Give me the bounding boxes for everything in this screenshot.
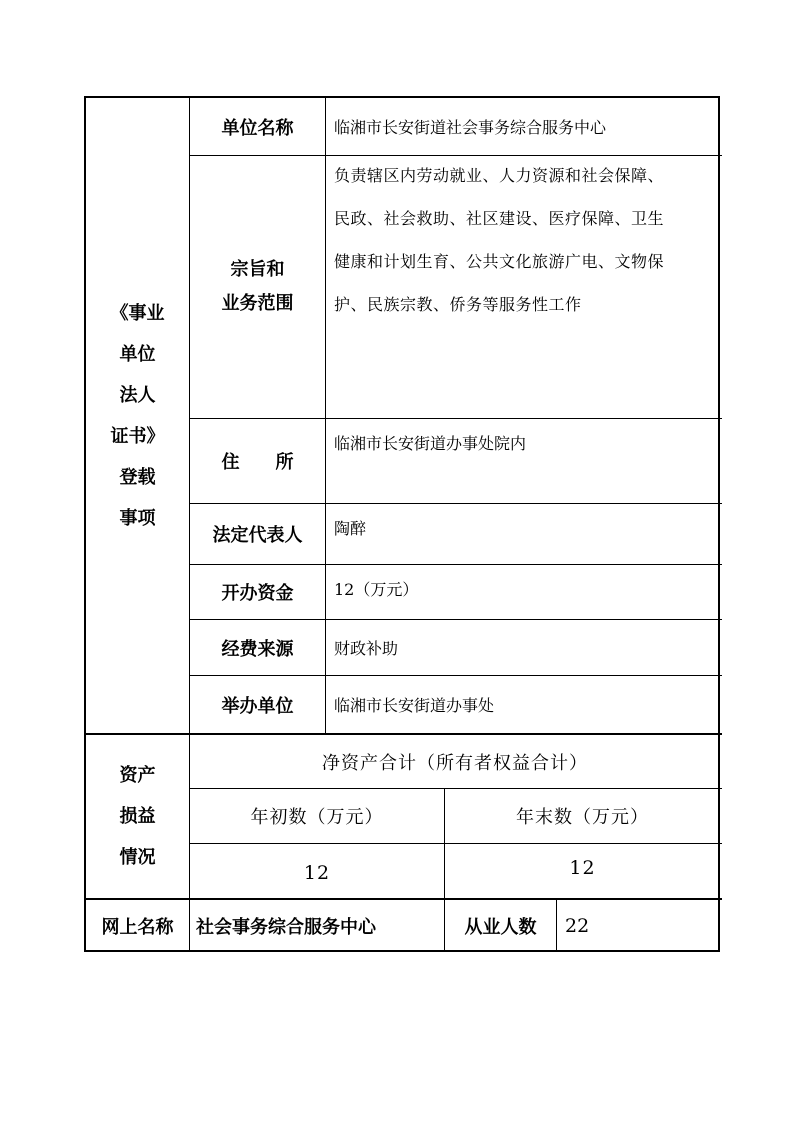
- start-of-year-value: 12: [303, 862, 331, 884]
- registration-table: [84, 96, 720, 952]
- start-of-year-label: 年初数（万元）: [250, 807, 384, 828]
- scope-value: [326, 154, 720, 416]
- end-of-year-value: 12: [569, 857, 596, 879]
- heading-line: 《事业: [110, 302, 165, 324]
- funding-source-value: 财政补助: [334, 639, 399, 658]
- capital-value: 12（万元）: [334, 580, 419, 599]
- unit-name-label: 单位名称: [221, 117, 294, 139]
- heading-line: 单位: [119, 343, 156, 365]
- scope-line: 负责辖区内劳动就业、人力资源和社会保障、: [334, 166, 665, 185]
- scope-line: 民政、社会救助、社区建设、医疗保障、卫生: [334, 209, 665, 228]
- sponsor-value: 临湘市长安街道办事处: [334, 696, 495, 715]
- scope-line: 护、民族宗教、侨务等服务性工作: [334, 295, 582, 314]
- capital-label: 开办资金: [221, 583, 294, 604]
- registration-section-heading: [86, 98, 189, 733]
- sponsor-label: 举办单位: [221, 695, 294, 717]
- scope-line: 健康和计划生育、公共文化旅游广电、文物保: [334, 252, 665, 271]
- address-value: 临湘市长安街道办事处院内: [334, 434, 527, 453]
- funding-source-label: 经费来源: [221, 638, 294, 660]
- scope-label-line: 宗旨和: [230, 259, 285, 280]
- heading-line: 损益: [119, 806, 156, 827]
- heading-line: 事项: [119, 507, 156, 529]
- legal-rep-label: 法定代表人: [212, 525, 303, 546]
- unit-name-value: 临湘市长安街道社会事务综合服务中心: [334, 118, 607, 137]
- scope-label: [190, 156, 325, 418]
- staff-count-value: 22: [565, 915, 590, 937]
- online-name-label: 网上名称: [101, 917, 174, 938]
- heading-line: 证书》: [110, 425, 165, 447]
- address-label: 住 所: [221, 452, 294, 473]
- online-name-value: 社会事务综合服务中心: [196, 917, 376, 938]
- end-of-year-label: 年末数（万元）: [516, 807, 649, 828]
- assets-section-heading: [86, 735, 189, 898]
- heading-line: 登载: [119, 466, 156, 488]
- scope-label-line: 业务范围: [221, 293, 294, 314]
- legal-rep-value: 陶醉: [334, 519, 367, 538]
- heading-line: 情况: [119, 847, 156, 868]
- heading-line: 法人: [119, 384, 156, 406]
- heading-line: 资产: [119, 765, 156, 786]
- staff-count-label: 从业人数: [464, 917, 537, 938]
- net-assets-header: 净资产合计（所有者权益合计）: [322, 752, 588, 774]
